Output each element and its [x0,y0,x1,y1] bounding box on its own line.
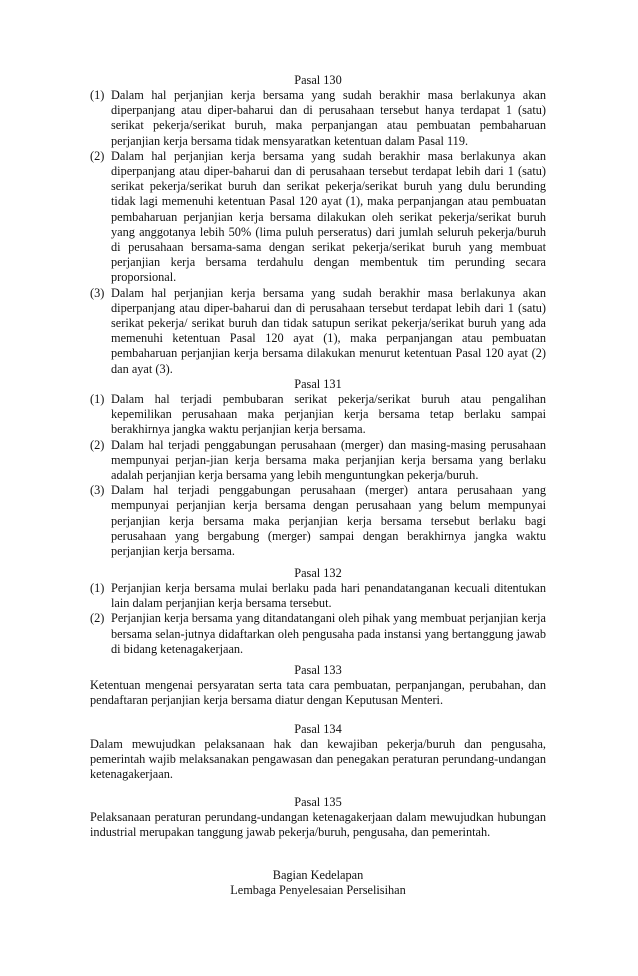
article-heading: Pasal 132 [294,566,342,580]
item-text: Perjanjian kerja bersama mulai berlaku pada hari penandatanganan kecuali ditentukan lain dalam perjanjian kerja bersama tersebut. [111,581,546,611]
item-number: (1) [90,581,105,595]
article-heading: Pasal 131 [294,377,342,391]
item-number: (3) [90,483,105,498]
item-number: (3) [90,285,105,300]
article-items [90,581,546,657]
item-number: (1) [90,88,105,102]
item-text: Dalam hal perjanjian kerja bersama yang sudah berakhir masa berlakunya akan diperpanjang atau diper-baharui dan di perusahaan tersebut terdapat lebih dari 1 (satu) serikat pekerja/ serikat buruh dan tidak satupun serikat pekerja/serikat buruh yang ada memenuhi ketentuan Pasal 120 ayat (1), maka perpanjangan atau pembuatan pembaharuan perjanjian kerja bersama dilakukan menurut ketentuan Pasal 120 ayat (2) dan ayat (3). [111,285,546,376]
item-number: (1) [90,392,105,406]
list-item [90,286,546,377]
item-text: Perjanjian kerja bersama yang ditandatangani oleh pihak yang membuat perjanjian kerja bersama selan-jutnya didaftarkan oleh pengusaha pada instansi yang bertanggung jawab di bidang ketenagakerjaan. [111,611,546,656]
article-paragraph: Pelaksanaan peraturan perundang-undangan ketenagakerjaan dalam mewujudkan hubungan industrial merupakan tanggung jawab pekerja/buruh, pengusaha, dan pemerintah. [90,810,546,840]
article-paragraph: Ketentuan mengenai persyaratan serta tata cara pembuatan, perpanjangan, perubahan, dan pendaftaran perjanjian kerja bersama diatur dengan Keputusan Menteri. [90,678,546,708]
part-subtitle: Lembaga Penyelesaian Perselisihan [230,883,406,897]
article-heading: Pasal 135 [294,795,342,809]
list-item [90,438,546,484]
article-items [90,392,546,559]
item-text: Dalam hal perjanjian kerja bersama yang sudah berakhir masa berlakunya akan diperpanjang atau diper-baharui dan di perusahaan tersebut terdapat lebih dari 1 (satu) serikat pekerja/serikat buruh dan serikat pekerja/serikat buruh yang dulu berunding tidak lagi memenuhi ketentuan Pasal 120 ayat (1), maka perpanjangan atau pembuatan pembaharuan perjanjian kerja bersama dilakukan oleh serikat pekerja/serikat buruh yang anggotanya lebih 50% (lima puluh perseratus) dari jumlah seluruh pekerja/buruh di perusahaan bersama-sama dengan serikat pekerja/serikat buruh yang membuat perjanjian kerja bersama terdahulu dengan membentuk tim perunding secara proporsional. [111,148,546,285]
list-item [90,392,546,438]
article-paragraph: Dalam mewujudkan pelaksanaan hak dan kewajiban pekerja/buruh dan pengusaha, pemerintah wajib melaksanakan pengawasan dan penegakan peraturan perundang-undangan ketenagakerjaan. [90,737,546,782]
item-number: (2) [90,437,105,452]
item-text: Dalam hal terjadi penggabungan perusahaan (merger) antara perusahaan yang mempunyai perjanjian kerja bersama dengan perusahaan yang belum mempunyai perjanjian kerja bersama maka perjanjian kerja bersama tersebut berlaku bagi perusahaan yang bergabung (merger) sampai dengan berakhirnya jangka waktu perjanjian kerja bersama. [111,483,546,559]
item-number: (2) [90,148,105,163]
list-item [90,149,546,286]
item-number: (2) [90,611,105,626]
article-heading: Pasal 130 [294,73,342,87]
list-item [90,483,546,559]
article-heading: Pasal 133 [294,663,342,677]
article-items [90,88,546,377]
list-item [90,611,546,657]
list-item [90,581,546,611]
article-heading: Pasal 134 [294,722,342,736]
list-item [90,88,546,149]
part-title: Bagian Kedelapan [272,868,364,882]
item-text: Dalam hal terjadi penggabungan perusahaan (merger) dan masing-masing perusahaan mempunyai perjan-jian kerja bersama maka perjanjian kerja bersama yang berlaku adalah perjanjian kerja bersama yang lebih menguntungkan pekerja/buruh. [111,437,546,483]
item-text: Dalam hal terjadi pembubaran serikat pekerja/serikat buruh atau pengalihan kepemilikan perusahaan maka perjanjian kerja bersama tetap berlaku sampai berakhirnya jangka waktu perjanjian kerja bersama. [111,392,546,437]
item-text: Dalam hal perjanjian kerja bersama yang sudah berakhir masa berlakunya akan diperpanjang atau diper-baharui dan di perusahaan tersebut hanya terdapat 1 (satu) serikat pekerja/serikat buruh, maka perpanjangan atau pembuatan pembaharuan perjanjian kerja bersama tidak mensyaratkan ketentuan dalam Pasal 119. [111,88,546,148]
